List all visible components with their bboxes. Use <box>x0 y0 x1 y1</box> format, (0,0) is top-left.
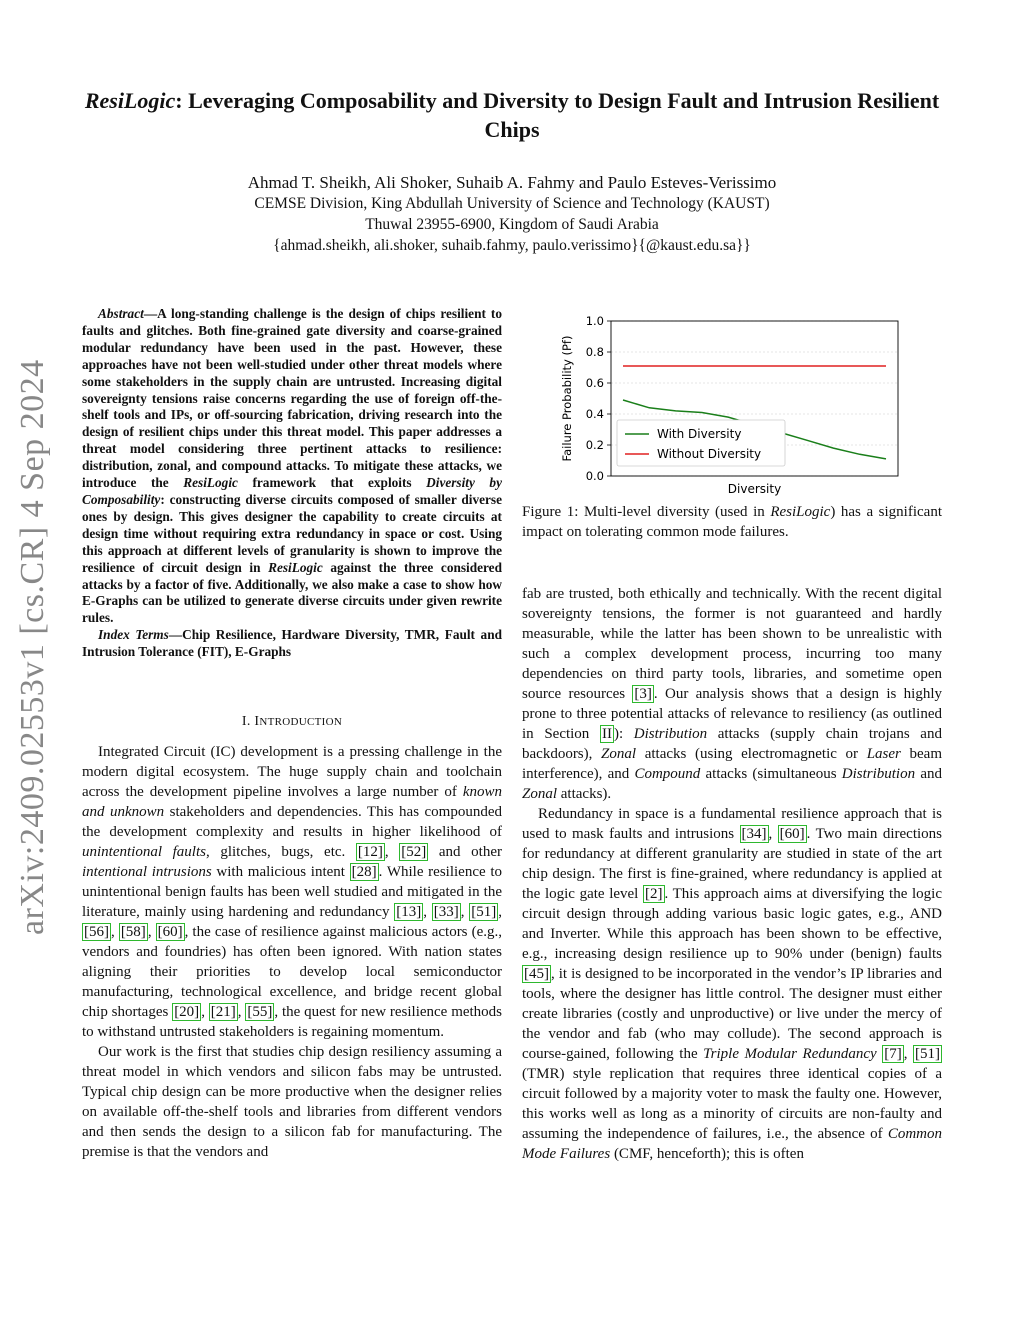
citation-link[interactable]: [28] <box>351 864 377 880</box>
y-tick-label: 0.6 <box>585 376 604 390</box>
citation-link[interactable]: [58] <box>120 924 146 940</box>
failure-probability-chart <box>560 312 908 496</box>
citation-link[interactable]: [60] <box>779 826 805 842</box>
paper-title: ResiLogic: Leveraging Composability and Diversity to Design Fault and Intrusion Resilient Chips <box>84 88 940 142</box>
paragraph: Redundancy in space is a fundamental resilience approach that is used to mask faults and intrusions [34] , [60] . Two main directions for redundancy at different granularity are studied in state of the art chip design. The first is fine-grained, where redundancy is applied at the logic gate level [2] . This approach aims at diversifying the logic circuit design through adding various basic logic gates, e.g., AND and Inverter. While this approach has been shown to be effective, e.g., increasing design resilience up to 90% under (benign) faults [45] , it is designed to be incorporated in the vendor’s IP libraries and tools, where the designer has little control. The designer must either create libraries (costly and unproductive) or live under the mercy of the vendor and fab (who may collude). The second approach is course-gained, following the Triple Modular Redundancy [7] , [51] (TMR) style replication that requires three identical copies of a circuit followed by a majority voter to mask the faulty one. However, this works well as long as a minority of circuits are non-faulty and assuming the independence of failures, i.e., the absence of Common Mode Failures (CMF, henceforth); this is often <box>522 806 943 1162</box>
legend-label: With Diversity <box>657 427 742 441</box>
section-link[interactable]: II <box>601 726 612 742</box>
y-tick-label: 0.0 <box>585 469 604 483</box>
x-axis-label: Diversity <box>727 482 782 496</box>
emails: {ahmad.sheikh, ali.shoker, suhaib.fahmy, paulo.verissimo}{@kaust.edu.sa}} <box>273 237 751 254</box>
author-names: Ahmad T. Sheikh, Ali Shoker, Suhaib A. Fahmy and Paulo Esteves-Verissimo <box>247 173 777 192</box>
y-tick-label: 1.0 <box>585 314 604 328</box>
legend-label: Without Diversity <box>657 447 762 461</box>
citation-link[interactable]: [33] <box>433 904 459 920</box>
citation-link[interactable]: [21] <box>210 1004 236 1020</box>
y-tick-label: 0.8 <box>585 345 604 359</box>
y-tick-label: 0.2 <box>585 438 604 452</box>
citation-link[interactable]: [3] <box>634 686 652 702</box>
citation-link[interactable]: [2] <box>645 886 663 902</box>
citation-link[interactable]: [34] <box>741 826 767 842</box>
citation-link[interactable]: [51] <box>915 1046 941 1062</box>
citation-link[interactable]: [13] <box>396 904 422 920</box>
address: Thuwal 23955-6900, Kingdom of Saudi Arabia <box>365 216 659 233</box>
intro-left-column <box>82 742 502 1162</box>
citation-link[interactable]: [52] <box>401 844 427 860</box>
section-heading-introduction: I. INTRODUCTION <box>241 714 343 729</box>
intro-right-column <box>522 584 942 1164</box>
abstract: Abstract—A long-standing challenge is the design of chips resilient to faults and glitches. Both fine-grained gate diversity and coarse-grained modular redundancy have been used in the past. However, these approaches have not been well-studied under other threat models where some stakeholders in the supply chain are untrusted. Increasing digital sovereignty tensions raise concerns regarding the use of foreign off-the-shelf tools and IPs, or off-sourcing fabrication, driving research into the design of resilient chips under this threat model. This paper addresses a threat model considering three pertinent attacks to resilience: distribution, zonal, and compound attacks. To mitigate these attacks, we introduce the ResiLogic framework that exploits Diversity by Composability: constructing diverse circuits composed of smaller diverse ones by design. This gives designer the capability to create circuits at design time without requiring extra redundancy in space or cost. Using this approach at different levels of granularity is shown to improve the resilience of circuit design in ResiLogic against the three considered attacks by a factor of five. Additionally, we also make a case to show how E-Graphs can be utilized to generate diverse circuits under given rewrite rules. Index Terms—Chip Resilience, Hardware Diversity, TMR, Fault and Intrusion Tolerance (FIT), E-Graphs <box>82 306 502 660</box>
affiliation: CEMSE Division, King Abdullah University of Science and Technology (KAUST) <box>254 195 770 212</box>
paragraph: Our work is the first that studies chip design resiliency assuming a threat model in which vendors and silicon fabs may be untrusted. Typical chip design can be more productive when the designer relies on available off-the-shelf tools and libraries from different vendors and then sends the design to a silicon fab for manufacturing. The premise is that the vendors and <box>82 1044 502 1160</box>
citation-link[interactable]: [7] <box>884 1046 902 1062</box>
author-block <box>60 172 964 256</box>
citation-link[interactable]: [12] <box>357 844 383 860</box>
paragraph: Integrated Circuit (IC) development is a pressing challenge in the modern digital ecosystem. The huge supply chain and toolchain across the development pipeline involves a large number of known and unknown stakeholders and dependencies. This has compounded the development complexity and results in higher likelihood of unintentional faults, glitches, bugs, etc. [12] , [52] and other intentional intrusions with malicious intent [28] . While resilience to unintentional benign faults has been well studied and mitigated in the literature, mainly using hardening and redundancy [13] , [33] , [51] , [56] , [58] , [60] , the case of resilience against malicious actors (e.g., vendors and foundries) has often been ignored. With nation states aligning their priorities to develop local semiconductor manufacturing, technological excellence, and bridge recent global chip shortages [20] , [21] , [55] , the quest for new resilience methods to withstand untrusted stakeholders is regaining momentum. <box>82 744 503 1040</box>
y-tick-label: 0.4 <box>585 407 604 421</box>
y-axis-label: Failure Probability (Pf) <box>560 335 574 462</box>
paragraph: fab are trusted, both ethically and technically. With the recent digital sovereignty tensions, the former is not guaranteed and hardly measurable, while the latter has been shown to be unrealistic with such a complex development process, incurring too many dependencies on third party tools, libraries, and sometime open source resources [3] . Our analysis shows that a design is highly prone to three potential attacks of relevance to resiliency (as outlined in Section II ): Distribution attacks (supply chain trojans and backdoors), Zonal attacks (using electromagnetic or Laser beam interference), and Compound attacks (simultaneous Distribution and Zonal attacks). <box>522 586 942 802</box>
figure-caption: Figure 1: Multi-level diversity (used in ResiLogic) has a significant impact on tolerating common mode failures. <box>522 504 942 540</box>
index-terms: Index Terms—Chip Resilience, Hardware Diversity, TMR, Fault and Intrusion Tolerance (FIT), E-Graphs <box>82 627 502 660</box>
citation-link[interactable]: [45] <box>524 966 549 982</box>
citation-link[interactable]: [51] <box>471 904 497 920</box>
citation-link[interactable]: [60] <box>157 924 183 940</box>
citation-link[interactable]: [55] <box>247 1004 273 1020</box>
citation-link[interactable]: [56] <box>84 924 109 940</box>
citation-link[interactable]: [20] <box>174 1004 200 1020</box>
